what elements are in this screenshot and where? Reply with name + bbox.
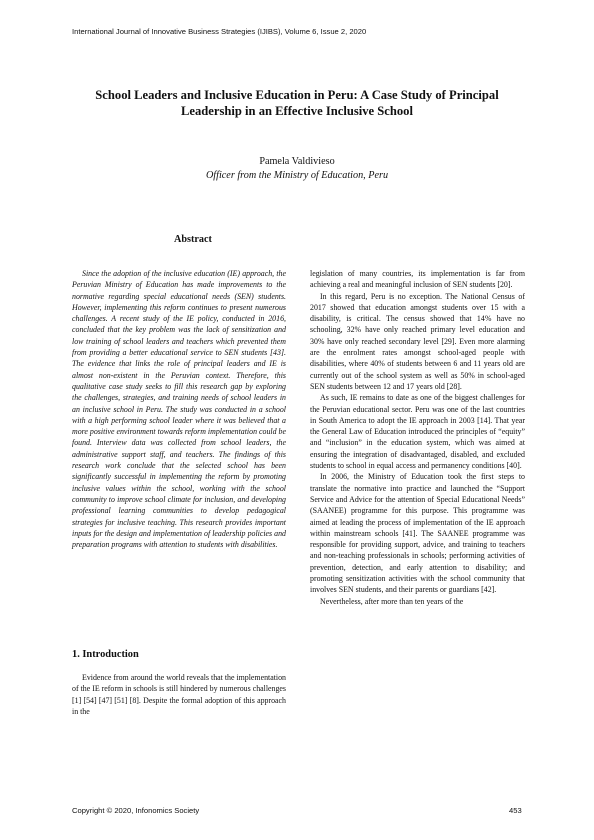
- right-column: [310, 268, 525, 607]
- abstract-heading: Abstract: [174, 234, 212, 245]
- column2-paragraph-1: legislation of many countries, its implementation is far from achieving a real and meaningful inclusion of SEN students [20].: [310, 269, 525, 290]
- page-number: 453: [509, 806, 522, 815]
- author-affiliation: Officer from the Ministry of Education, Peru: [205, 170, 389, 181]
- column2-paragraph-4: In 2006, the Ministry of Education took the first steps to translate the normative into practice and launched the “Support Service and Advice for the attention of Special Educational Needs” (SAANEE) programme for this purpose. This programme was aimed at leading the process of implementation of the IE approach within mainstream schools [41]. The SAANEE programme was responsible for providing support, advice, and training to teachers and non-teaching professionals in schools; performing activities of prevention, detection, and early attention to disability; and promoting sensitization activities with the school community that involves SEN students, and their parents or guardians [42].: [310, 472, 525, 595]
- column2-paragraph-2: In this regard, Peru is no exception. The National Census of 2017 showed that education amongst students over 15 with a disability, is critical. The census showed that 14% have no schooling, 32% have only reached primary level education and 30% have only reached secondary level [29]. Even more alarming are the enrolment rates amongst school-aged people with disabilities, where 40% of students between 6 and 11 years old are currently out of the school system as well as 50% in school-aged SEN students between 12 and 17 years old [28].: [310, 291, 525, 391]
- footer-copyright: Copyright © 2020, Infonomics Society: [72, 806, 200, 815]
- column2-paragraph-3: As such, IE remains to date as one of the biggest challenges for the Peruvian educational sector. Peru was one of the last countries in South America to adopt the IE approach in 2003 [14]. That year the General Law of Education introduced the principles of “equity” and “inclusion” in the education system, which was aimed at ensuring the integration of disadvantaged, disabled, and excluded students to school in equal access and permanency conditions [40].: [310, 393, 525, 471]
- abstract-text: Since the adoption of the inclusive education (IE) approach, the Peruvian Ministry of Education has made improvements to the normative regarding special educational needs (SEN) students. However, implementing this reform continues to present numerous challenges. A recent study of the IE policy, conducted in 2016, concluded that the key problem was the lack of sensitization and low training of school leaders and teachers which prevented them from providing a better educational service to SEN students [43]. The evidence that links the role of principal leaders and IE is almost non-existent in the Peruvian context. Therefore, this qualitative case study seeks to fill this research gap by exploring the challenges, strategies, and training needs of school leaders in an inclusive school in Peru. The study was conducted in a school with a high performing school leader where it was believed that a more positive environment towards reform implementation could be found. Interview data was collected from school leaders, the administrative support staff, and teachers. The findings of this research work conclude that the selected school has been significantly successful in implementing the reform by promoting inclusive values within the school, working with the school community to improve school climate for inclusion, and developing professional learning communities to develop pedagogical strategies for inclusive teaching. This research provides important inputs for the design and implementation of leadership policies and preparation programs with attention to students with disabilities.: [72, 269, 286, 550]
- introduction-paragraph: Evidence from around the world reveals that the implementation of the IE reform in schools is still hindered by numerous challenges [1] [54] [47] [51] [8]. Despite the formal adoption of this approach in the: [72, 673, 286, 716]
- column2-paragraph-5: Nevertheless, after more than ten years of the: [320, 596, 464, 606]
- journal-running-header: International Journal of Innovative Business Strategies (IJIBS), Volume 6, Issue 2, 2020: [72, 27, 367, 36]
- paper-title: School Leaders and Inclusive Education in Peru: A Case Study of Principal Leadership in an Effective Inclusive School: [95, 88, 499, 118]
- introduction-heading: 1. Introduction: [72, 649, 139, 660]
- author-name: Pamela Valdivieso: [259, 156, 335, 167]
